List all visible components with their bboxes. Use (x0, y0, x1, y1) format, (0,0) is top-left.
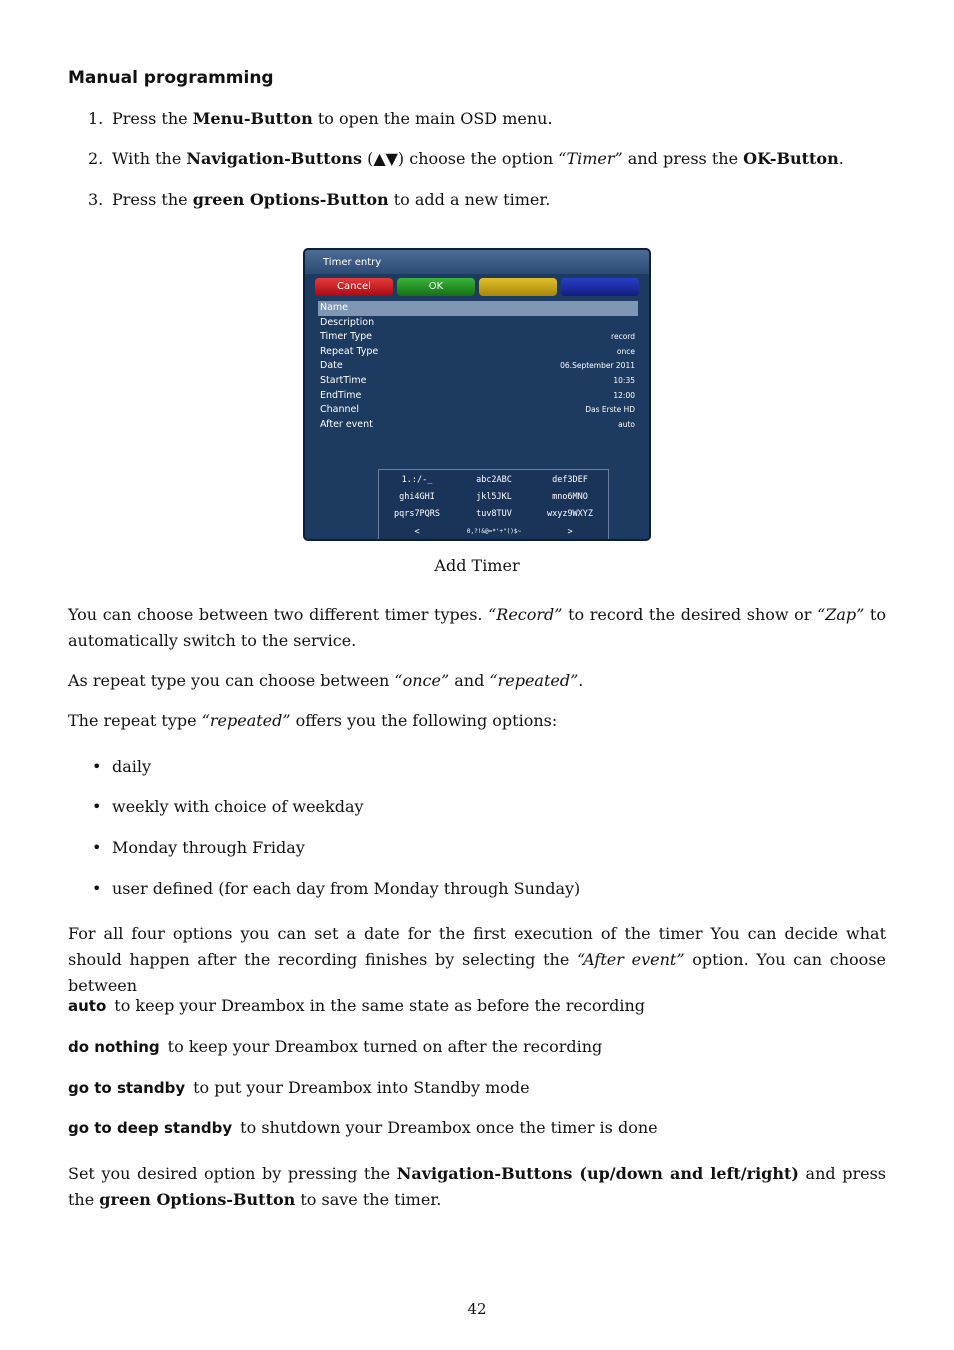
key-6[interactable]: mno6MNO (552, 492, 588, 502)
after-event-standby: go to standby to put your Dreambox into Standby mode (68, 1078, 530, 1097)
key-4[interactable]: ghi4GHI (399, 492, 435, 502)
field-after-event[interactable]: After event auto (320, 418, 635, 430)
virtual-keyboard (378, 469, 609, 541)
section-heading: Manual programming (68, 68, 274, 88)
list-item: • Monday through Friday (92, 838, 305, 857)
bullet-icon: • (92, 757, 102, 776)
field-channel[interactable]: Channel Das Erste HD (320, 404, 635, 416)
key-2[interactable]: abc2ABC (476, 475, 512, 485)
field-timer-type[interactable]: Timer Type record (320, 331, 635, 343)
key-right[interactable]: > (567, 527, 573, 537)
paragraph-timer-types: You can choose between two different timer types. “Record” to record the desired show or “Zap” to automatically switch to the service. (68, 605, 886, 650)
after-event-deep-standby: go to deep standby to shutdown your Dreambox once the timer is done (68, 1118, 658, 1137)
list-item: • user defined (for each day from Monday through Sunday) (92, 879, 581, 898)
key-left[interactable]: < (414, 527, 420, 537)
key-5[interactable]: jkl5JKL (476, 492, 512, 502)
key-8[interactable]: tuv8TUV (476, 509, 512, 519)
yellow-button[interactable] (479, 278, 557, 296)
field-repeat-type[interactable]: Repeat Type once (320, 345, 635, 357)
page-number: 42 (467, 1300, 487, 1318)
paragraph-after-event: For all four options you can set a date for the first execution of the timer You can decide what should happen after the recording finishes by selecting the “After event” option. You can choose between (68, 924, 886, 995)
key-7[interactable]: pqrs7PQRS (393, 509, 441, 519)
paragraph-save-timer: Set you desired option by pressing the Navigation-Buttons (up/down and left/right) and press the green Options-Button to save the timer. (68, 1164, 887, 1209)
field-description[interactable]: Description (320, 316, 375, 328)
osd-title: Timer entry (323, 257, 382, 268)
paragraph-repeat-type: As repeat type you can choose between “once” and “repeated”. (68, 671, 584, 690)
cancel-button[interactable]: Cancel (315, 278, 393, 296)
step-1: 1. Press the Menu-Button to open the main OSD menu. (88, 109, 553, 128)
key-9[interactable]: wxyz9WXYZ (546, 509, 594, 519)
figure-caption: Add Timer (434, 556, 520, 575)
key-3[interactable]: def3DEF (552, 475, 588, 485)
bullet-icon: • (92, 838, 102, 857)
step-2: 2. With the Navigation-Buttons (▲▼) choose the option “Timer” and press the OK-Button. (88, 149, 844, 168)
list-item: • weekly with choice of weekday (92, 797, 364, 816)
bullet-icon: • (92, 797, 102, 816)
paragraph-repeated-options: The repeat type “repeated” offers you the following options: (68, 711, 558, 730)
field-name[interactable]: Name (318, 301, 638, 316)
after-event-auto: auto to keep your Dreambox in the same state as before the recording (68, 996, 646, 1015)
bullet-icon: • (92, 879, 102, 898)
timer-field-list (318, 301, 638, 432)
blue-button[interactable] (561, 278, 639, 296)
step-3: 3. Press the green Options-Button to add a new timer. (88, 190, 551, 209)
field-date[interactable]: Date 06.September 2011 (320, 360, 635, 372)
list-item: • daily (92, 757, 152, 776)
field-end-time[interactable]: EndTime 12:00 (320, 389, 635, 401)
key-0[interactable]: 0,?!&@=*'+"()$~ (466, 528, 522, 535)
timer-entry-screenshot (303, 248, 651, 541)
key-1[interactable]: 1.:/-_ (401, 475, 433, 485)
ok-button[interactable]: OK (397, 278, 475, 296)
after-event-do-nothing: do nothing to keep your Dreambox turned on after the recording (68, 1037, 603, 1056)
field-start-time[interactable]: StartTime 10:35 (320, 374, 635, 386)
